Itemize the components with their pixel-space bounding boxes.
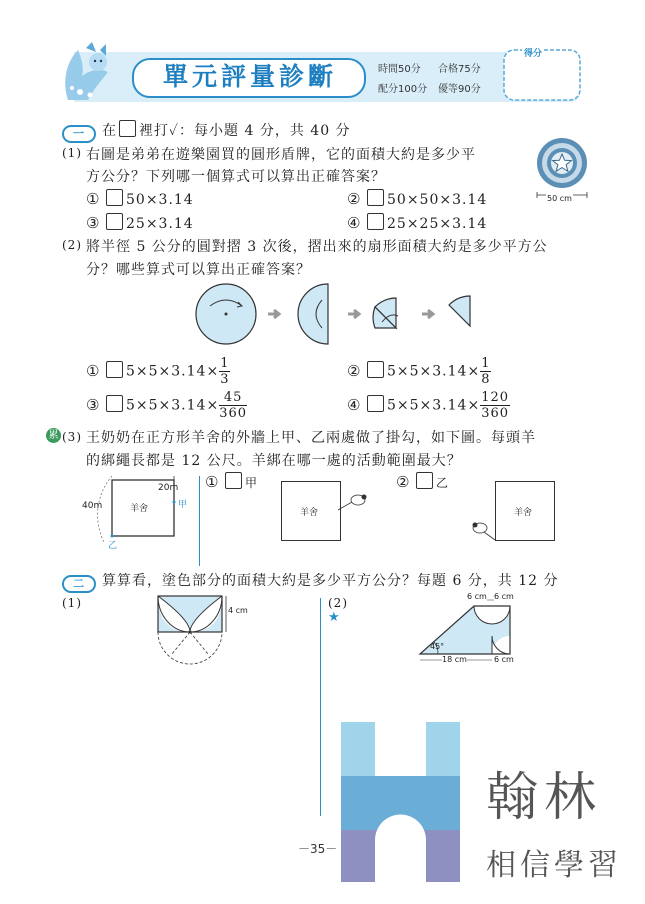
section2-title: 算算看，塗色部分的面積大約是多少平方公分？每題 6 分，共 12 分 xyxy=(102,573,559,589)
score-label: 得分 xyxy=(522,46,544,59)
q1-line1: 右圖是弟弟在遊樂園買的圓形盾牌，它的面積大約是多少平 xyxy=(86,147,476,163)
q3-pen-1-label: 羊舍 xyxy=(300,508,319,518)
q1-number: (1) xyxy=(62,146,82,160)
p2-number: (2) xyxy=(328,596,348,610)
q2-checkbox-2[interactable] xyxy=(367,361,384,378)
q3-pen-2-label: 羊舍 xyxy=(514,508,533,518)
header-banner xyxy=(60,42,585,104)
q2-option-1[interactable]: ① 5×5×3.14× $\frac{1}{3}$ xyxy=(86,356,230,387)
brand-name: 翰林 xyxy=(486,768,603,828)
fraction: $\frac{1}{3}$ xyxy=(220,356,230,387)
side-top-label: 20m xyxy=(158,483,179,493)
pass-label: 合格75分 xyxy=(438,64,481,75)
yi-label: 乙 xyxy=(108,541,118,551)
q1-option-3[interactable]: ③ 25×3.14 xyxy=(86,214,194,232)
sheep-icon xyxy=(338,492,368,512)
sheep-pen-diagram xyxy=(82,472,192,552)
q3-checkbox-2[interactable] xyxy=(416,472,433,489)
q1-option-1[interactable]: ① 50×3.14 xyxy=(86,190,194,208)
dashed-separator xyxy=(199,476,200,566)
p1-dim-label: 4 cm xyxy=(228,606,248,615)
q1-checkbox-4[interactable] xyxy=(367,213,384,230)
q2-option-3[interactable]: ③ 5×5×3.14× $\frac{45}{360}$ xyxy=(86,390,248,421)
p2-top1-label: 6 cm xyxy=(467,592,487,601)
q3-line1: 王奶奶在正方形羊舍的外牆上甲、乙兩處做了掛勾，如下圖。每頭羊 xyxy=(86,430,536,446)
p2-bottom-label: 18 cm xyxy=(442,655,467,664)
q1-checkbox-2[interactable] xyxy=(367,189,384,206)
shield-diameter-label: 50 cm xyxy=(547,194,572,203)
p1-number: (1) xyxy=(62,596,82,610)
q2-line2: 分？哪些算式可以算出正確答案？ xyxy=(86,262,311,278)
section1-title: 裡打✓：每小題 4 分，共 40 分 xyxy=(139,123,351,139)
p2-diagram xyxy=(412,592,522,664)
star-icon: ★ xyxy=(328,610,340,625)
q1-line2: 方公分？下列哪一個算式可以算出正確答案？ xyxy=(86,169,386,185)
p2-right-label: 6 cm xyxy=(494,655,514,664)
fraction: $\frac{1}{8}$ xyxy=(481,356,491,387)
section2-header xyxy=(62,570,559,593)
q1-checkbox-3[interactable] xyxy=(106,213,123,230)
p2-top2-label: 6 cm xyxy=(494,592,514,601)
q2-number: (2) xyxy=(62,238,82,252)
q2-line1: 將半徑 5 公分的圓對摺 3 次後，摺出來的扇形面積大約是多少平方公 xyxy=(86,239,548,255)
page-title: 單元評量診斷 xyxy=(162,62,337,91)
brand-slogan: 相信學習 xyxy=(486,848,622,883)
excellent-label: 優等90分 xyxy=(438,84,481,95)
q2-checkbox-1[interactable] xyxy=(106,361,123,378)
q1-option-4[interactable]: ④ 25×25×3.14 xyxy=(347,214,488,232)
checkbox-sample xyxy=(119,120,136,137)
time-label: 時間50分 xyxy=(378,64,421,75)
q3-option-2[interactable]: ② 乙 xyxy=(396,473,450,491)
shield-diagram xyxy=(536,136,588,206)
p1-diagram xyxy=(150,592,260,670)
q3-checkbox-1[interactable] xyxy=(225,472,242,489)
q3-option-1[interactable]: ① 甲 xyxy=(205,473,259,491)
house-label: 羊舍 xyxy=(130,504,149,514)
points-label: 配分100分 xyxy=(378,84,428,95)
q2-checkbox-4[interactable] xyxy=(367,395,384,412)
folding-diagram xyxy=(194,282,484,346)
section1-header: 一 在 裡打✓：每小題 4 分，共 40 分 xyxy=(62,120,351,143)
page-number: －35－ xyxy=(298,842,338,856)
q2-option-4[interactable]: ④ 5×5×3.14× $\frac{120}{360}$ xyxy=(347,390,510,421)
q3-tag: 累 xyxy=(46,428,61,443)
q2-option-2[interactable]: ② 5×5×3.14× $\frac{1}{8}$ xyxy=(347,356,491,387)
q2-checkbox-3[interactable] xyxy=(106,395,123,412)
section2-badge: 二 xyxy=(62,575,96,593)
jia-label: 甲 xyxy=(178,500,188,510)
sheep-icon xyxy=(472,518,498,542)
side-left-label: 40m xyxy=(82,501,103,511)
q1-checkbox-1[interactable] xyxy=(106,189,123,206)
q3-line2: 的綁繩長都是 12 公尺。羊綁在哪一處的活動範圍最大？ xyxy=(86,453,462,469)
q1-option-2[interactable]: ② 50×50×3.14 xyxy=(347,190,488,208)
p2-angle-label: 45° xyxy=(430,642,445,651)
q3-number: (3) xyxy=(62,430,82,444)
section1-badge: 一 xyxy=(62,125,96,143)
column-divider xyxy=(320,598,321,816)
fraction: $\frac{120}{360}$ xyxy=(481,390,510,421)
publisher-logo xyxy=(341,722,460,882)
fraction: $\frac{45}{360}$ xyxy=(219,390,248,421)
